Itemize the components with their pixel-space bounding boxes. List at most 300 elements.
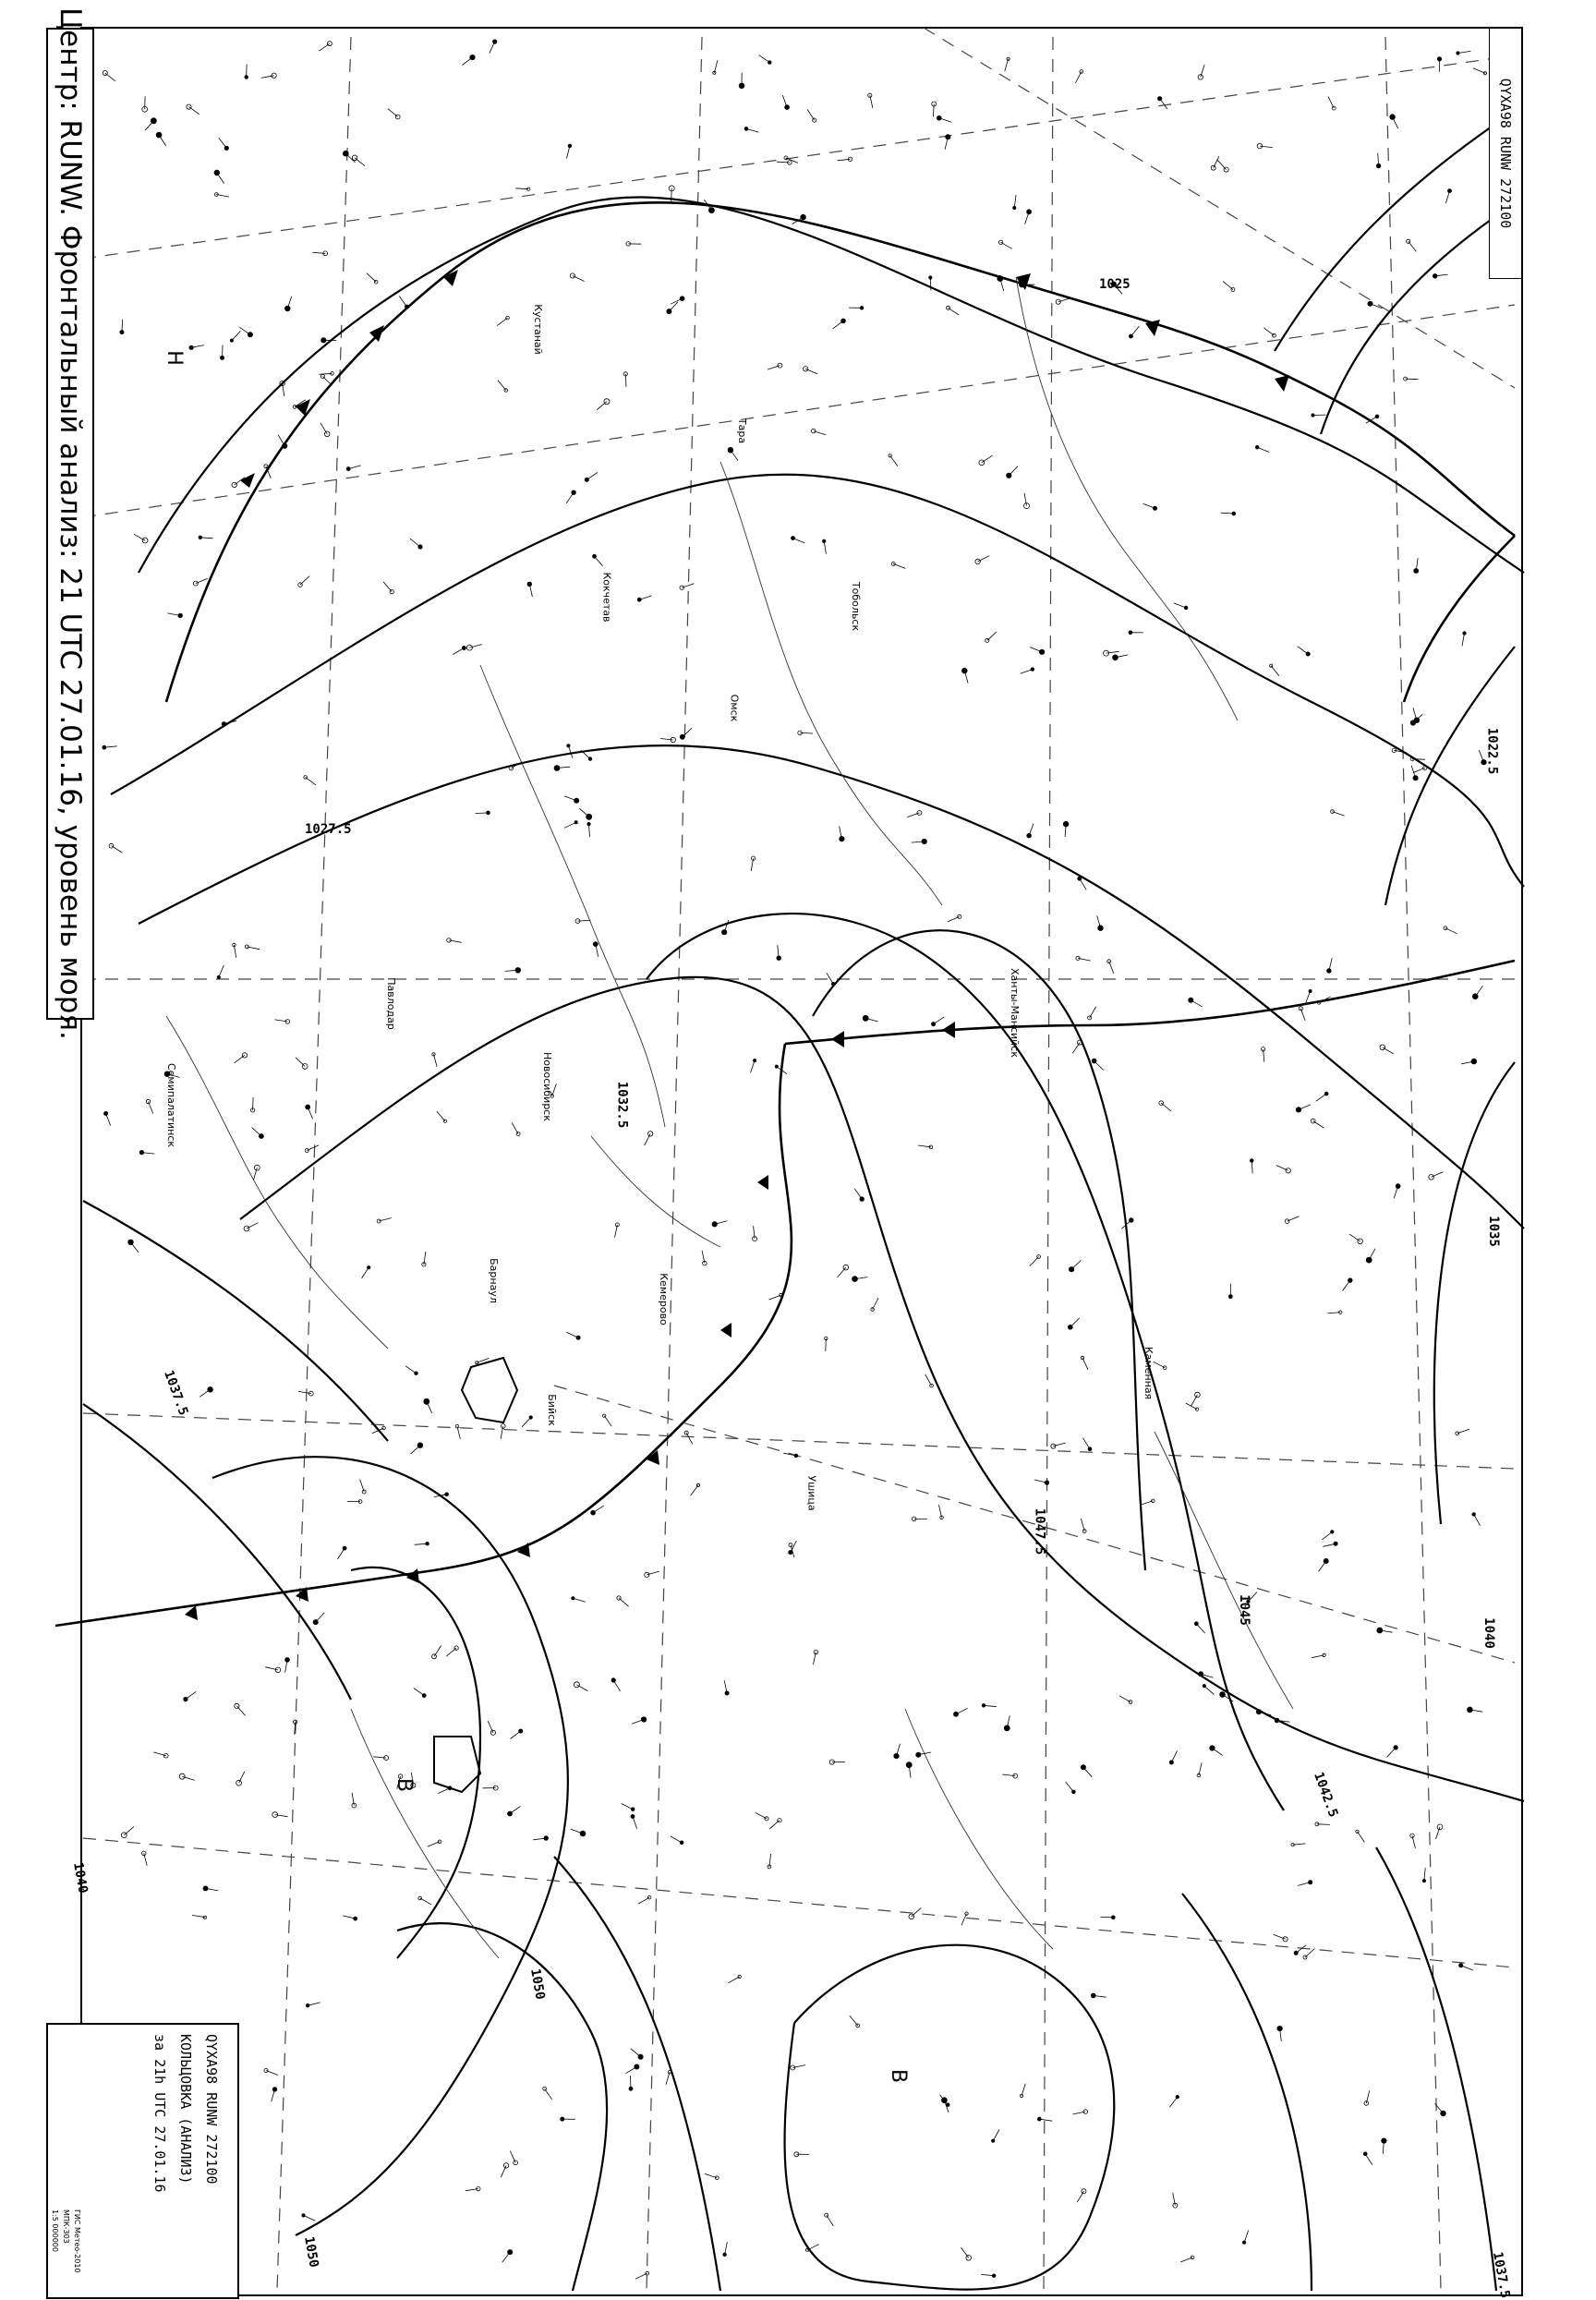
wind-barb — [427, 1401, 432, 1413]
wind-barb — [724, 1680, 727, 1693]
wind-barb — [1196, 1624, 1204, 1633]
wind-barb — [827, 973, 833, 984]
station-name: Кемерово — [657, 1273, 670, 1326]
wind-barb — [189, 107, 200, 115]
station-dot — [574, 798, 579, 803]
wind-barb — [239, 1772, 245, 1784]
wind-barb — [854, 1189, 862, 1199]
legend-line6: 1:5 000000 — [51, 2209, 59, 2252]
wind-barb — [522, 1418, 531, 1427]
wind-barb — [1082, 1519, 1085, 1531]
front-barbs — [185, 270, 1289, 1620]
wind-barb — [1461, 1966, 1473, 1970]
wind-barb — [568, 745, 573, 757]
legend-line5: МПК-303 — [62, 2209, 70, 2244]
wind-barb — [1090, 1007, 1096, 1018]
wind-barb — [666, 2072, 670, 2084]
wind-barb — [930, 278, 931, 291]
wind-barb — [1251, 1160, 1252, 1173]
wind-barb — [236, 1706, 245, 1716]
wind-barb — [320, 373, 332, 374]
wind-barb — [1457, 1429, 1469, 1434]
wind-barb — [589, 824, 590, 837]
wind-barb — [490, 42, 495, 54]
wind-barb — [234, 945, 236, 958]
wind-barb — [1333, 812, 1345, 817]
wind-barb — [1075, 72, 1081, 84]
wind-barb — [1424, 1868, 1425, 1881]
wind-barb — [235, 1055, 245, 1062]
wind-barb — [200, 1389, 211, 1397]
wind-barb — [105, 73, 115, 81]
wind-barb — [686, 1433, 693, 1444]
wind-barb — [948, 916, 960, 922]
station-dot — [1195, 1408, 1198, 1410]
wind-barb — [961, 2247, 968, 2258]
station-name: Ушица — [805, 1475, 818, 1511]
wind-barb — [567, 146, 570, 159]
wind-barb — [511, 1731, 521, 1738]
wind-barb — [216, 195, 229, 198]
wind-barb — [1369, 1249, 1375, 1260]
wind-barb — [566, 492, 574, 503]
wind-barb — [153, 1752, 166, 1756]
wind-barb — [1257, 447, 1269, 452]
wind-barb — [434, 1646, 441, 1657]
wind-barb — [1191, 1395, 1198, 1406]
wind-barb — [625, 2067, 636, 2074]
wind-barb — [323, 377, 332, 386]
wind-barb — [890, 455, 898, 466]
wind-barb — [826, 1338, 827, 1351]
station-name: Тобольск — [850, 581, 863, 632]
station-name: Бийск — [545, 1394, 558, 1426]
wind-barb — [805, 369, 817, 374]
wind-barb — [1080, 878, 1086, 890]
wind-barb — [925, 1374, 932, 1386]
wind-barb — [1358, 1832, 1365, 1843]
wind-barb — [338, 1548, 345, 1559]
wind-barb — [319, 43, 330, 51]
wind-barb — [411, 1446, 420, 1454]
wind-barb — [296, 1058, 305, 1067]
station-name: Тара — [736, 418, 749, 444]
legend-line1: QYXA98 RUNW 272100 — [203, 2034, 220, 2185]
wind-barb — [266, 2071, 278, 2076]
wind-barb — [367, 273, 376, 283]
station-dot — [275, 1667, 281, 1673]
wind-barb — [833, 321, 843, 328]
wind-barb — [420, 1898, 431, 1905]
wind-barb — [579, 808, 589, 817]
wind-barb — [682, 584, 694, 588]
wind-barb — [379, 1218, 392, 1222]
isobar-label: 1035 — [1485, 1216, 1501, 1247]
wind-barb — [982, 455, 993, 463]
code-label-top: QYXA98 RUNW 272100 — [1497, 78, 1514, 229]
wind-barb — [827, 2215, 834, 2226]
wind-barb — [978, 556, 990, 562]
station-name: Омск — [728, 694, 741, 722]
station-dot — [715, 2176, 719, 2180]
wind-barb — [1030, 1257, 1039, 1266]
wind-barb — [307, 1145, 319, 1151]
wind-barb — [1462, 634, 1465, 647]
wind-barb — [1039, 2119, 1052, 2121]
wind-barb — [159, 135, 166, 146]
wind-barb — [850, 2016, 858, 2026]
station-dot — [1429, 1175, 1434, 1180]
wind-barb — [671, 1836, 682, 1843]
wind-barb — [1313, 1121, 1324, 1129]
wind-barb — [1217, 160, 1227, 169]
wind-barb — [939, 1505, 942, 1518]
wind-barb — [498, 381, 506, 391]
wind-barb — [1458, 51, 1471, 53]
wind-barb — [1169, 2097, 1177, 2107]
isobar-label: 1027.5 — [305, 822, 352, 837]
wind-barb — [362, 1267, 369, 1278]
wind-barb — [306, 777, 316, 784]
wind-barb — [639, 596, 651, 599]
station-dot — [109, 843, 114, 848]
wind-barb — [145, 121, 153, 130]
wind-barb — [893, 563, 905, 568]
isobar-label: 1040 — [70, 1861, 91, 1894]
station-dot — [1027, 833, 1032, 838]
wind-barb — [1071, 1261, 1081, 1270]
wind-barb — [512, 1122, 518, 1133]
wind-barb — [746, 128, 759, 132]
wind-barb — [782, 95, 787, 107]
local-high-outline — [434, 1737, 480, 1792]
wind-barb — [768, 366, 780, 369]
wind-barb — [1323, 1543, 1336, 1546]
wind-barb — [632, 1720, 644, 1725]
station-dot — [141, 1851, 146, 1856]
wind-barb — [949, 308, 960, 315]
wind-barb — [1005, 59, 1009, 71]
low-center-label: Н — [162, 350, 186, 366]
wind-barb — [252, 1128, 261, 1136]
wind-barb — [278, 435, 284, 446]
wind-barb — [1343, 1280, 1350, 1290]
wind-barb — [1094, 1061, 1104, 1071]
wind-barb — [1276, 1166, 1288, 1171]
wind-barb — [320, 423, 327, 434]
wind-barb — [1161, 1103, 1171, 1111]
wind-barb — [1025, 212, 1030, 224]
wind-barb — [1293, 1844, 1306, 1845]
wind-barb — [669, 302, 678, 311]
wind-barb — [1271, 666, 1279, 676]
wind-barb — [645, 1133, 651, 1145]
wind-barb — [497, 318, 507, 325]
wind-barb — [272, 2089, 275, 2101]
wind-barb — [308, 2003, 320, 2005]
wind-barb — [564, 822, 576, 828]
wind-barb — [1001, 242, 1012, 248]
wind-barb — [1131, 326, 1140, 336]
wind-barb — [1160, 99, 1167, 109]
wind-barb — [1409, 241, 1417, 251]
wind-barb — [414, 1689, 424, 1696]
wind-barb — [1030, 648, 1042, 652]
wind-barb — [1083, 1767, 1092, 1776]
wind-barb — [383, 582, 392, 592]
wind-barb — [1119, 1696, 1130, 1702]
wind-barb — [219, 138, 227, 148]
wind-barb — [1141, 1501, 1153, 1505]
wind-barb — [870, 95, 873, 108]
wind-barb — [1083, 1438, 1091, 1449]
wind-barb — [1204, 1686, 1215, 1694]
wind-barb — [824, 541, 826, 554]
wind-barb — [112, 846, 123, 853]
wind-barb — [1223, 282, 1233, 290]
isobar-label: 1025 — [1099, 277, 1130, 292]
wind-barb — [1365, 2154, 1372, 2165]
wind-barb — [593, 1506, 604, 1513]
wind-barb — [1264, 328, 1274, 335]
station-dot — [1413, 776, 1418, 781]
station-dot — [217, 975, 220, 978]
station-plots — [103, 40, 1487, 2279]
wind-barb — [564, 796, 576, 801]
station-dot — [894, 1753, 899, 1758]
wind-barb — [1306, 991, 1311, 1003]
wind-barb — [410, 539, 420, 547]
wind-barb — [1475, 986, 1482, 996]
wind-barb — [1412, 759, 1425, 760]
wind-barb — [1274, 1934, 1286, 1939]
wind-barb — [814, 431, 826, 435]
wind-barb — [1349, 1234, 1360, 1241]
wind-barb — [348, 466, 361, 469]
wind-barb — [725, 2242, 728, 2255]
station-dot — [1296, 1108, 1300, 1112]
wind-barb — [1199, 1762, 1202, 1775]
wind-barb — [438, 1788, 450, 1794]
wind-barb — [586, 473, 598, 480]
wind-barb — [1066, 1782, 1074, 1792]
station-dot — [438, 1840, 441, 1844]
wind-barb — [360, 1480, 365, 1492]
wind-barb — [1288, 1217, 1300, 1221]
wind-barb — [1300, 1009, 1305, 1021]
wind-barb — [134, 534, 145, 540]
code-box-top — [1489, 28, 1522, 279]
wind-barb — [1412, 1835, 1415, 1848]
wind-barb — [437, 1111, 445, 1121]
wind-barb — [1383, 1047, 1394, 1054]
station-dot — [946, 135, 950, 139]
station-dot — [1153, 506, 1156, 510]
wind-barb — [232, 331, 241, 340]
wind-barb — [1328, 97, 1334, 109]
wind-barb — [316, 1613, 325, 1622]
wind-barb — [1387, 1748, 1396, 1757]
isobar-label: 1047.5 — [1032, 1507, 1047, 1556]
wind-barb — [253, 1097, 254, 1110]
wind-barb — [1474, 1514, 1481, 1525]
station-dot — [514, 2161, 518, 2165]
wind-barb — [1394, 1186, 1397, 1198]
wind-barb — [918, 1145, 931, 1147]
legend-line3: за 21h UTC 27.01.16 — [151, 2034, 168, 2193]
station-dot — [1039, 649, 1044, 654]
wind-barb — [300, 576, 309, 586]
wind-barb — [793, 539, 805, 543]
wind-barb — [1109, 962, 1114, 974]
wind-barb — [405, 1366, 417, 1374]
wind-barb — [1298, 1882, 1311, 1886]
wind-barb — [462, 57, 472, 65]
station-dot — [1444, 926, 1447, 930]
wind-barb — [1214, 156, 1219, 168]
wind-barb — [635, 2273, 647, 2279]
high-center-label: В — [887, 2068, 911, 2084]
wind-barb — [1077, 2191, 1083, 2202]
wind-barb — [149, 1102, 153, 1114]
legend-box — [46, 2023, 239, 2299]
wind-barb — [1070, 1318, 1080, 1327]
station-name: Кокчетав — [600, 572, 613, 623]
wind-barb — [131, 1242, 139, 1253]
wind-barb — [956, 1708, 968, 1713]
station-dot — [1198, 75, 1203, 79]
wind-barb — [1106, 651, 1119, 653]
wind-barb — [638, 1897, 649, 1904]
wind-barb — [1445, 191, 1449, 203]
station-name: Каменная — [1143, 1346, 1155, 1400]
high-center-label: В — [393, 1777, 417, 1793]
wind-barb — [1143, 503, 1155, 508]
wind-barb — [573, 1598, 585, 1602]
wind-barb — [622, 1804, 634, 1810]
wind-barb — [446, 1648, 456, 1656]
wind-barb — [515, 188, 528, 189]
wind-barb — [1171, 1750, 1177, 1762]
isobar-label: 1032.5 — [614, 1081, 630, 1129]
wind-barb — [247, 947, 260, 950]
wind-barb — [247, 1223, 259, 1229]
wind-barb — [613, 1680, 620, 1691]
wind-barb — [633, 1817, 637, 1829]
station-dot — [1472, 1513, 1476, 1517]
wind-barb — [453, 648, 464, 655]
wind-barb — [769, 1295, 781, 1300]
wind-barb — [510, 1806, 521, 1813]
wind-barb — [1322, 1531, 1332, 1540]
wind-barb — [714, 60, 718, 73]
station-dot — [813, 118, 816, 122]
wind-barb — [993, 2130, 999, 2141]
wind-barb — [510, 2151, 515, 2163]
map-title-box — [46, 7, 94, 1040]
station-dot — [574, 821, 577, 824]
wind-barb — [1305, 1949, 1314, 1958]
wind-barb — [1479, 750, 1483, 762]
isobar-label: 1037.5 — [161, 1368, 191, 1418]
wind-barb — [304, 2215, 316, 2221]
wind-barb — [759, 55, 770, 63]
wind-barb — [1413, 768, 1425, 772]
wind-barb — [756, 1812, 767, 1819]
wind-barb — [987, 632, 997, 641]
wind-barb — [961, 1914, 967, 1926]
wind-barb — [219, 965, 224, 977]
wind-barb — [573, 276, 585, 282]
isobar-label: 1045 — [1236, 1594, 1251, 1626]
wind-barb — [186, 1691, 196, 1699]
station-name: Семипалатинск — [165, 1062, 178, 1148]
station-name: Новосибирск — [541, 1051, 554, 1122]
wind-barb — [597, 402, 607, 410]
wind-barb — [428, 1842, 440, 1846]
wind-barb — [728, 1977, 739, 1983]
station-name: Кустанай — [531, 304, 544, 355]
station-dot — [1285, 1219, 1289, 1224]
station-name: Павлодар — [384, 977, 397, 1030]
wind-barb — [388, 109, 398, 117]
wind-barb — [1180, 2258, 1192, 2262]
wind-barb — [106, 1114, 111, 1126]
local-high-outline — [462, 1358, 517, 1422]
wind-barb — [1473, 68, 1485, 74]
wind-barb — [488, 1721, 493, 1733]
wind-barb — [308, 1108, 312, 1120]
wind-barb — [615, 1225, 618, 1238]
wind-barb — [1244, 2231, 1249, 2243]
wind-barb — [415, 1543, 428, 1544]
wind-barb — [545, 2088, 552, 2100]
wind-barb — [217, 173, 224, 184]
isobars — [83, 111, 1524, 2291]
wind-barb — [671, 188, 672, 201]
wind-barb — [1014, 195, 1016, 208]
wind-barb — [566, 1332, 578, 1338]
wind-barb — [769, 1821, 780, 1829]
wind-barb — [873, 1298, 879, 1310]
wind-barb — [595, 556, 603, 566]
wind-barb — [907, 813, 919, 817]
wind-barb — [355, 158, 365, 166]
wind-barb — [1312, 1655, 1324, 1658]
wind-barb — [838, 1267, 846, 1277]
isobar-label: 1022.5 — [1484, 727, 1500, 775]
isobar-label: 1050 — [527, 1967, 548, 2001]
wind-barb — [502, 2252, 511, 2262]
station-name: Ханты-Мансийск — [1009, 968, 1021, 1058]
legend-line2: КОЛЬЦОВКА (АНАЛИЗ) — [177, 2034, 194, 2185]
wind-barb — [343, 1916, 356, 1919]
wind-barb — [434, 1054, 438, 1067]
wind-barb — [576, 1685, 587, 1691]
station-dot — [937, 115, 941, 120]
station-dot — [1390, 115, 1396, 120]
wind-barb — [1009, 466, 1018, 476]
legend-line4: ГИС Метео-2010 — [73, 2209, 81, 2273]
wind-barb — [1432, 1172, 1444, 1178]
wind-barb — [1154, 1362, 1165, 1367]
wind-barb — [399, 297, 406, 307]
wind-barb — [192, 1915, 205, 1917]
wind-barb — [501, 2165, 506, 2177]
wind-barb — [731, 450, 738, 460]
wind-barb — [807, 109, 815, 120]
wind-barb — [939, 118, 951, 122]
